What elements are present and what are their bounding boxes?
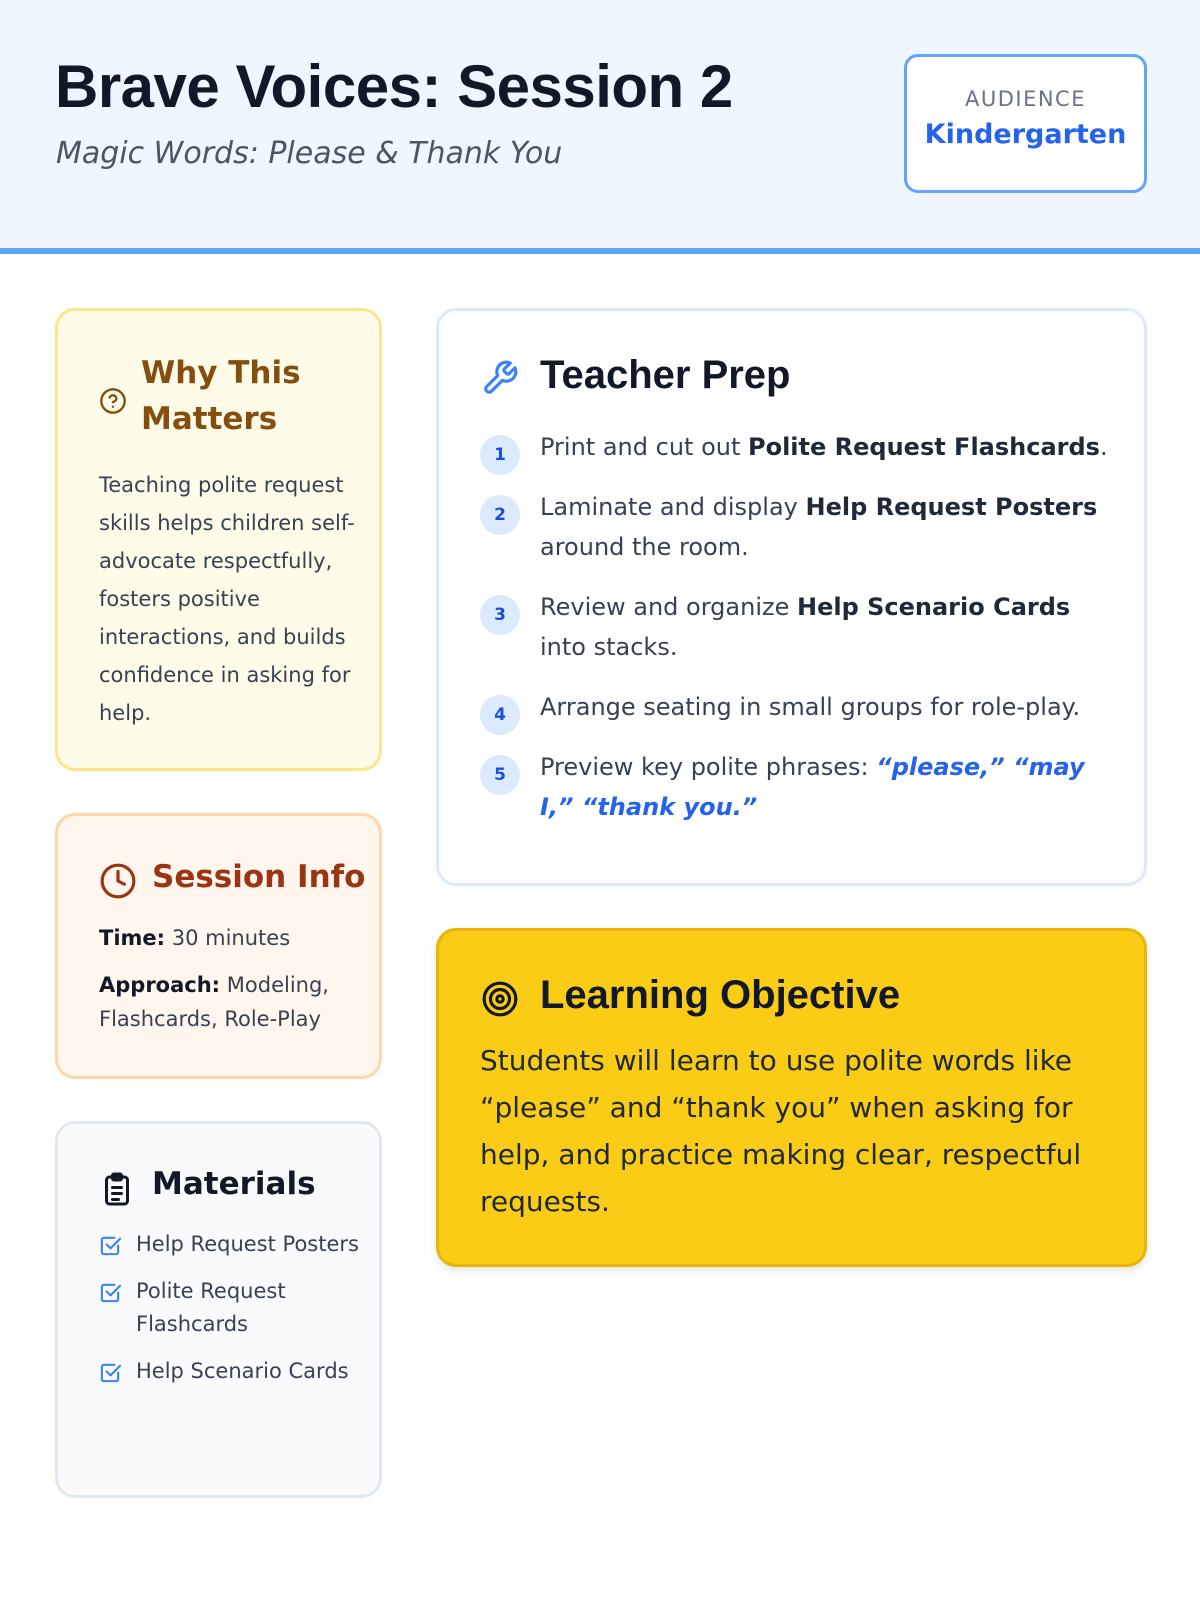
materials-heading: Materials	[152, 1166, 316, 1202]
checkbox-checked-icon	[99, 1281, 122, 1304]
list-item	[480, 587, 1120, 667]
audience-label: AUDIENCE	[964, 87, 1086, 111]
step-text-end: .	[1099, 433, 1108, 461]
polite-phrases: “please,” “may I,” “thank you.”	[540, 753, 1085, 821]
why-this-matters-card	[55, 308, 382, 771]
session-approach	[99, 968, 359, 1036]
wrench-icon	[481, 359, 519, 402]
material-item-label: Help Scenario Cards	[136, 1359, 349, 1383]
time-value: 30 minutes	[171, 926, 291, 950]
checkbox-checked-icon	[99, 1234, 122, 1257]
checkbox-checked-icon	[99, 1361, 122, 1384]
session-time	[99, 921, 359, 955]
step-text: Review and organize	[540, 593, 797, 621]
why-text: Teaching polite request skills helps children self-advocate respectfully, fosters positive interactions, and builds confidence in asking for help.	[99, 473, 355, 725]
teacher-prep-card	[436, 308, 1147, 886]
list-item	[99, 1228, 369, 1261]
session-info-card	[55, 813, 382, 1079]
question-circle-icon	[99, 387, 127, 420]
page-title: Brave Voices: Session 2	[55, 53, 733, 120]
list-item	[99, 1275, 369, 1341]
page-subtitle: Magic Words: Please & Thank You	[56, 136, 563, 171]
clipboard-icon	[99, 1169, 135, 1214]
teacher-prep-heading: Teacher Prep	[540, 353, 791, 397]
step-number-badge: 1	[480, 435, 520, 475]
target-icon	[481, 980, 519, 1023]
audience-badge	[904, 54, 1147, 193]
list-item	[480, 427, 1120, 467]
list-item	[480, 747, 1120, 827]
step-text: Arrange seating in small groups for role-play.	[540, 693, 1081, 721]
step-number-badge: 3	[480, 595, 520, 635]
step-text: Print and cut out	[540, 433, 748, 461]
approach-value: Modeling, Flashcards, Role-Play	[99, 973, 329, 1031]
audience-value: Kindergarten	[924, 119, 1127, 150]
learning-objective-card	[436, 928, 1147, 1267]
step-number-badge: 5	[480, 755, 520, 795]
materials-list	[99, 1228, 369, 1402]
list-item	[480, 487, 1120, 567]
list-item	[480, 687, 1120, 727]
list-item	[99, 1355, 369, 1388]
page-header	[0, 0, 1200, 254]
clock-icon	[99, 862, 137, 905]
session-info-heading: Session Info	[152, 859, 366, 895]
approach-label: Approach:	[99, 973, 221, 997]
step-bold-text: Polite Request Flashcards	[748, 433, 1100, 461]
step-text: Laminate and display	[540, 493, 806, 521]
teacher-prep-steps	[480, 427, 1120, 847]
learning-objective-text: Students will learn to use polite words like “please” and “thank you” when asking for help, and practice making clear, respectful requests.	[480, 1044, 1082, 1218]
step-text-end: around the room.	[540, 533, 749, 561]
step-text-end: into stacks.	[540, 633, 678, 661]
step-bold-text: Help Request Posters	[805, 493, 1098, 521]
step-text: Preview key polite phrases:	[540, 753, 877, 781]
materials-card	[55, 1121, 382, 1498]
material-item-label: Polite Request Flashcards	[136, 1279, 286, 1336]
learning-objective-heading: Learning Objective	[540, 973, 901, 1017]
why-heading-text: Why This Matters	[141, 355, 301, 437]
step-bold-text: Help Scenario Cards	[796, 593, 1071, 621]
time-label: Time:	[99, 926, 166, 950]
step-number-badge: 4	[480, 695, 520, 735]
step-number-badge: 2	[480, 495, 520, 535]
material-item-label: Help Request Posters	[136, 1232, 359, 1256]
why-heading	[141, 350, 341, 442]
